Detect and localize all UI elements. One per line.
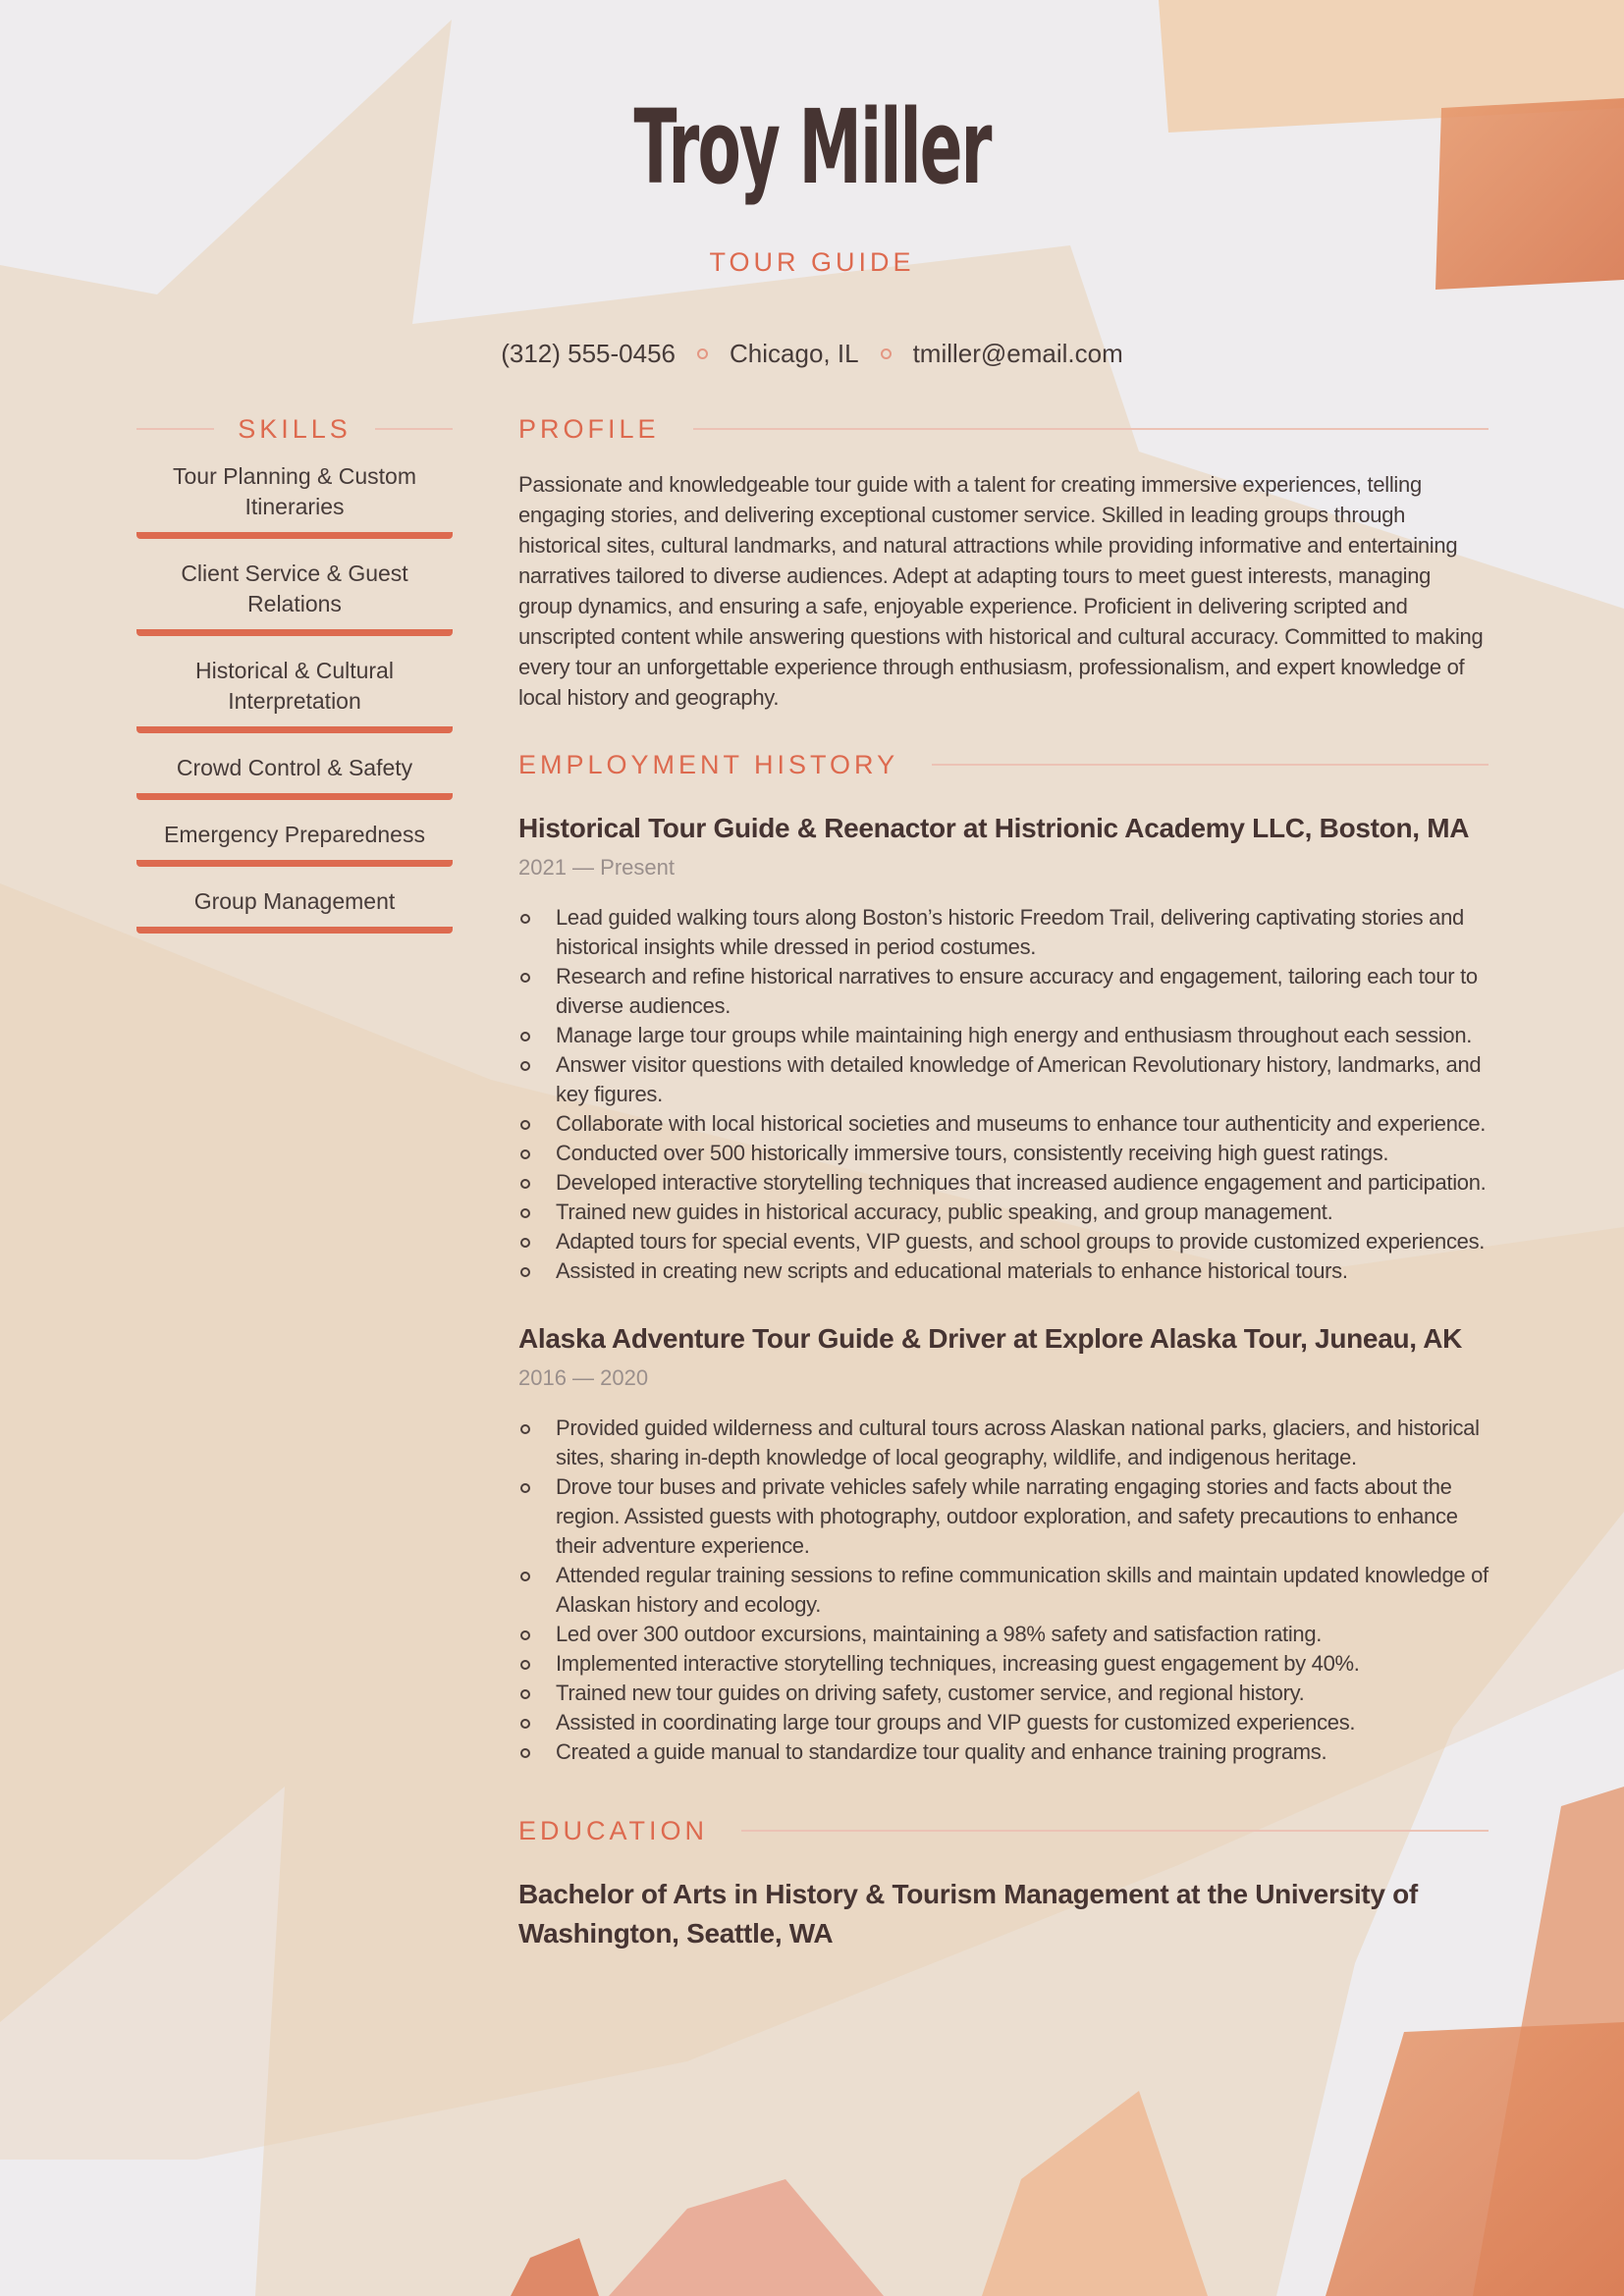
bullet-circle-icon [520, 1179, 530, 1189]
bullet-circle-icon [520, 1483, 530, 1493]
bullet-item [518, 1620, 1489, 1649]
profile-summary: Passionate and knowledgeable tour guide with a talent for creating immersive experiences, telling engaging stories, and delivering exceptional customer service. Skilled in leading groups through historical sites, cultural landmarks, and natural attractions while providing informative and entertaining narratives tailored to diverse audiences. Adept at adapting tours to meet guest interests, managing group dynamics, and ensuring a safe, enjoyable experience. Proficient in delivering scripted and unscripted content while answering questions with historical and cultural accuracy. Committed to making every tour an unforgettable experience through enthusiasm, professionalism, and expert knowledge of local history and geography. [518, 472, 1484, 710]
bullet-text: Assisted in coordinating large tour groups and VIP guests for customized experiences. [556, 1710, 1356, 1735]
location: Chicago, IL [730, 339, 859, 368]
bullet-circle-icon [520, 1660, 530, 1670]
employment-title: EMPLOYMENT HISTORY [518, 749, 899, 779]
bullet-text: Assisted in creating new scripts and educational materials to enhance historical tours. [556, 1258, 1348, 1283]
job-entry [518, 1321, 1489, 1767]
bullet-circle-icon [520, 1572, 530, 1581]
bullet-circle-icon [520, 1267, 530, 1277]
bullet-circle-icon [520, 1061, 530, 1071]
bullet-text: Answer visitor questions with detailed knowledge of American Revolutionary history, landmarks, and key figures. [556, 1052, 1482, 1106]
bullet-item [518, 1708, 1489, 1737]
bullet-text: Conducted over 500 historically immersive tours, consistently receiving high guest ratings. [556, 1141, 1389, 1165]
bullet-circle-icon [520, 1149, 530, 1159]
divider [693, 428, 1489, 430]
bullet-text: Attended regular training sessions to refine communication skills and maintain updated knowledge of Alaskan history and ecology. [556, 1563, 1489, 1617]
job-role: TOUR GUIDE [709, 247, 915, 277]
bullet-text: Implemented interactive storytelling techniques, increasing guest engagement by 40%. [556, 1651, 1360, 1676]
separator-dot-icon [697, 348, 708, 359]
contact-line [0, 339, 1624, 369]
candidate-name: Troy Miller [633, 87, 991, 207]
bullet-circle-icon [520, 1748, 530, 1758]
skill-item: Tour Planning & Custom Itineraries [136, 461, 453, 539]
bullet-circle-icon [520, 1630, 530, 1640]
job-bullets [518, 1414, 1489, 1767]
skills-list [136, 461, 453, 934]
profile-title: PROFILE [518, 413, 660, 444]
bullet-text: Created a guide manual to standardize tour quality and enhance training programs. [556, 1739, 1327, 1764]
bullet-item [518, 1109, 1489, 1139]
bullet-text: Developed interactive storytelling techniques that increased audience engagement and participation. [556, 1170, 1487, 1195]
phone: (312) 555-0456 [501, 339, 677, 368]
bullet-item [518, 1050, 1489, 1109]
education-title: EDUCATION [518, 1815, 709, 1845]
bullet-item [518, 1472, 1489, 1561]
bullet-item [518, 1198, 1489, 1227]
job-dates: 2021 — Present [518, 855, 675, 880]
bullet-text: Adapted tours for special events, VIP guests, and school groups to provide customized experiences. [556, 1229, 1486, 1254]
profile-heading [518, 410, 1489, 448]
bullet-text: Lead guided walking tours along Boston’s historic Freedom Trail, delivering captivating stories and historical insights while dressed in period costumes. [556, 905, 1464, 959]
bullet-circle-icon [520, 973, 530, 983]
bullet-item [518, 1737, 1489, 1767]
bullet-text: Provided guided wilderness and cultural tours across Alaskan national parks, glaciers, and historical sites, sharing in-depth knowledge of local geography, wildlife, and indigenous heritage. [556, 1415, 1480, 1469]
profile-section [518, 410, 1489, 713]
bullet-item [518, 1679, 1489, 1708]
email: tmiller@email.com [912, 339, 1123, 368]
bullet-text: Manage large tour groups while maintaining high energy and enthusiasm throughout each session. [556, 1023, 1473, 1047]
education-entry: Bachelor of Arts in History & Tourism Management at the University of Washington, Seattle, WA [518, 1879, 1418, 1949]
bullet-circle-icon [520, 1032, 530, 1041]
bullet-text: Trained new tour guides on driving safety, customer service, and regional history. [556, 1681, 1305, 1705]
bullet-circle-icon [520, 1120, 530, 1130]
bullet-item [518, 1649, 1489, 1679]
bullet-item [518, 1227, 1489, 1256]
divider [741, 1830, 1489, 1832]
bullet-text: Drove tour buses and private vehicles safely while narrating engaging stories and facts about the region. Assisted guests with photography, outdoor exploration, and safety precautions to enhance their adventure experience. [556, 1474, 1458, 1558]
skill-item: Emergency Preparedness [136, 820, 453, 867]
skills-sidebar [136, 410, 453, 953]
divider [932, 764, 1489, 766]
bullet-circle-icon [520, 914, 530, 924]
main-column [518, 410, 1489, 1953]
bullet-circle-icon [520, 1238, 530, 1248]
education-heading [518, 1812, 1489, 1849]
job-bullets [518, 903, 1489, 1286]
job-title: Historical Tour Guide & Reenactor at Histrionic Academy LLC, Boston, MA [518, 813, 1470, 843]
job-entry [518, 811, 1489, 1286]
bullet-item [518, 1561, 1489, 1620]
bullet-text: Trained new guides in historical accuracy, public speaking, and group management. [556, 1200, 1333, 1224]
bullet-circle-icon [520, 1424, 530, 1434]
employment-heading [518, 746, 1489, 783]
bullet-item [518, 1168, 1489, 1198]
bullet-circle-icon [520, 1719, 530, 1729]
job-title: Alaska Adventure Tour Guide & Driver at Explore Alaska Tour, Juneau, AK [518, 1323, 1463, 1354]
bullet-circle-icon [520, 1208, 530, 1218]
employment-section [518, 746, 1489, 1767]
bullet-item [518, 1414, 1489, 1472]
skill-item: Group Management [136, 886, 453, 934]
education-section [518, 1812, 1489, 1953]
bullet-circle-icon [520, 1689, 530, 1699]
bullet-item [518, 1256, 1489, 1286]
skills-title: SKILLS [238, 413, 352, 444]
bullet-text: Research and refine historical narratives to ensure accuracy and engagement, tailoring each tour to diverse audiences. [556, 964, 1478, 1018]
skill-item: Client Service & Guest Relations [136, 559, 453, 636]
skill-item: Historical & Cultural Interpretation [136, 656, 453, 733]
divider [136, 428, 214, 430]
bullet-text: Collaborate with local historical societies and museums to enhance tour authenticity and experience. [556, 1111, 1487, 1136]
bullet-item [518, 1021, 1489, 1050]
job-dates: 2016 — 2020 [518, 1365, 649, 1390]
separator-dot-icon [881, 348, 892, 359]
skill-item: Crowd Control & Safety [136, 753, 453, 800]
skills-heading [136, 410, 453, 448]
bullet-item [518, 1139, 1489, 1168]
bullet-text: Led over 300 outdoor excursions, maintaining a 98% safety and satisfaction rating. [556, 1622, 1323, 1646]
bullet-item [518, 962, 1489, 1021]
divider [375, 428, 453, 430]
bullet-item [518, 903, 1489, 962]
